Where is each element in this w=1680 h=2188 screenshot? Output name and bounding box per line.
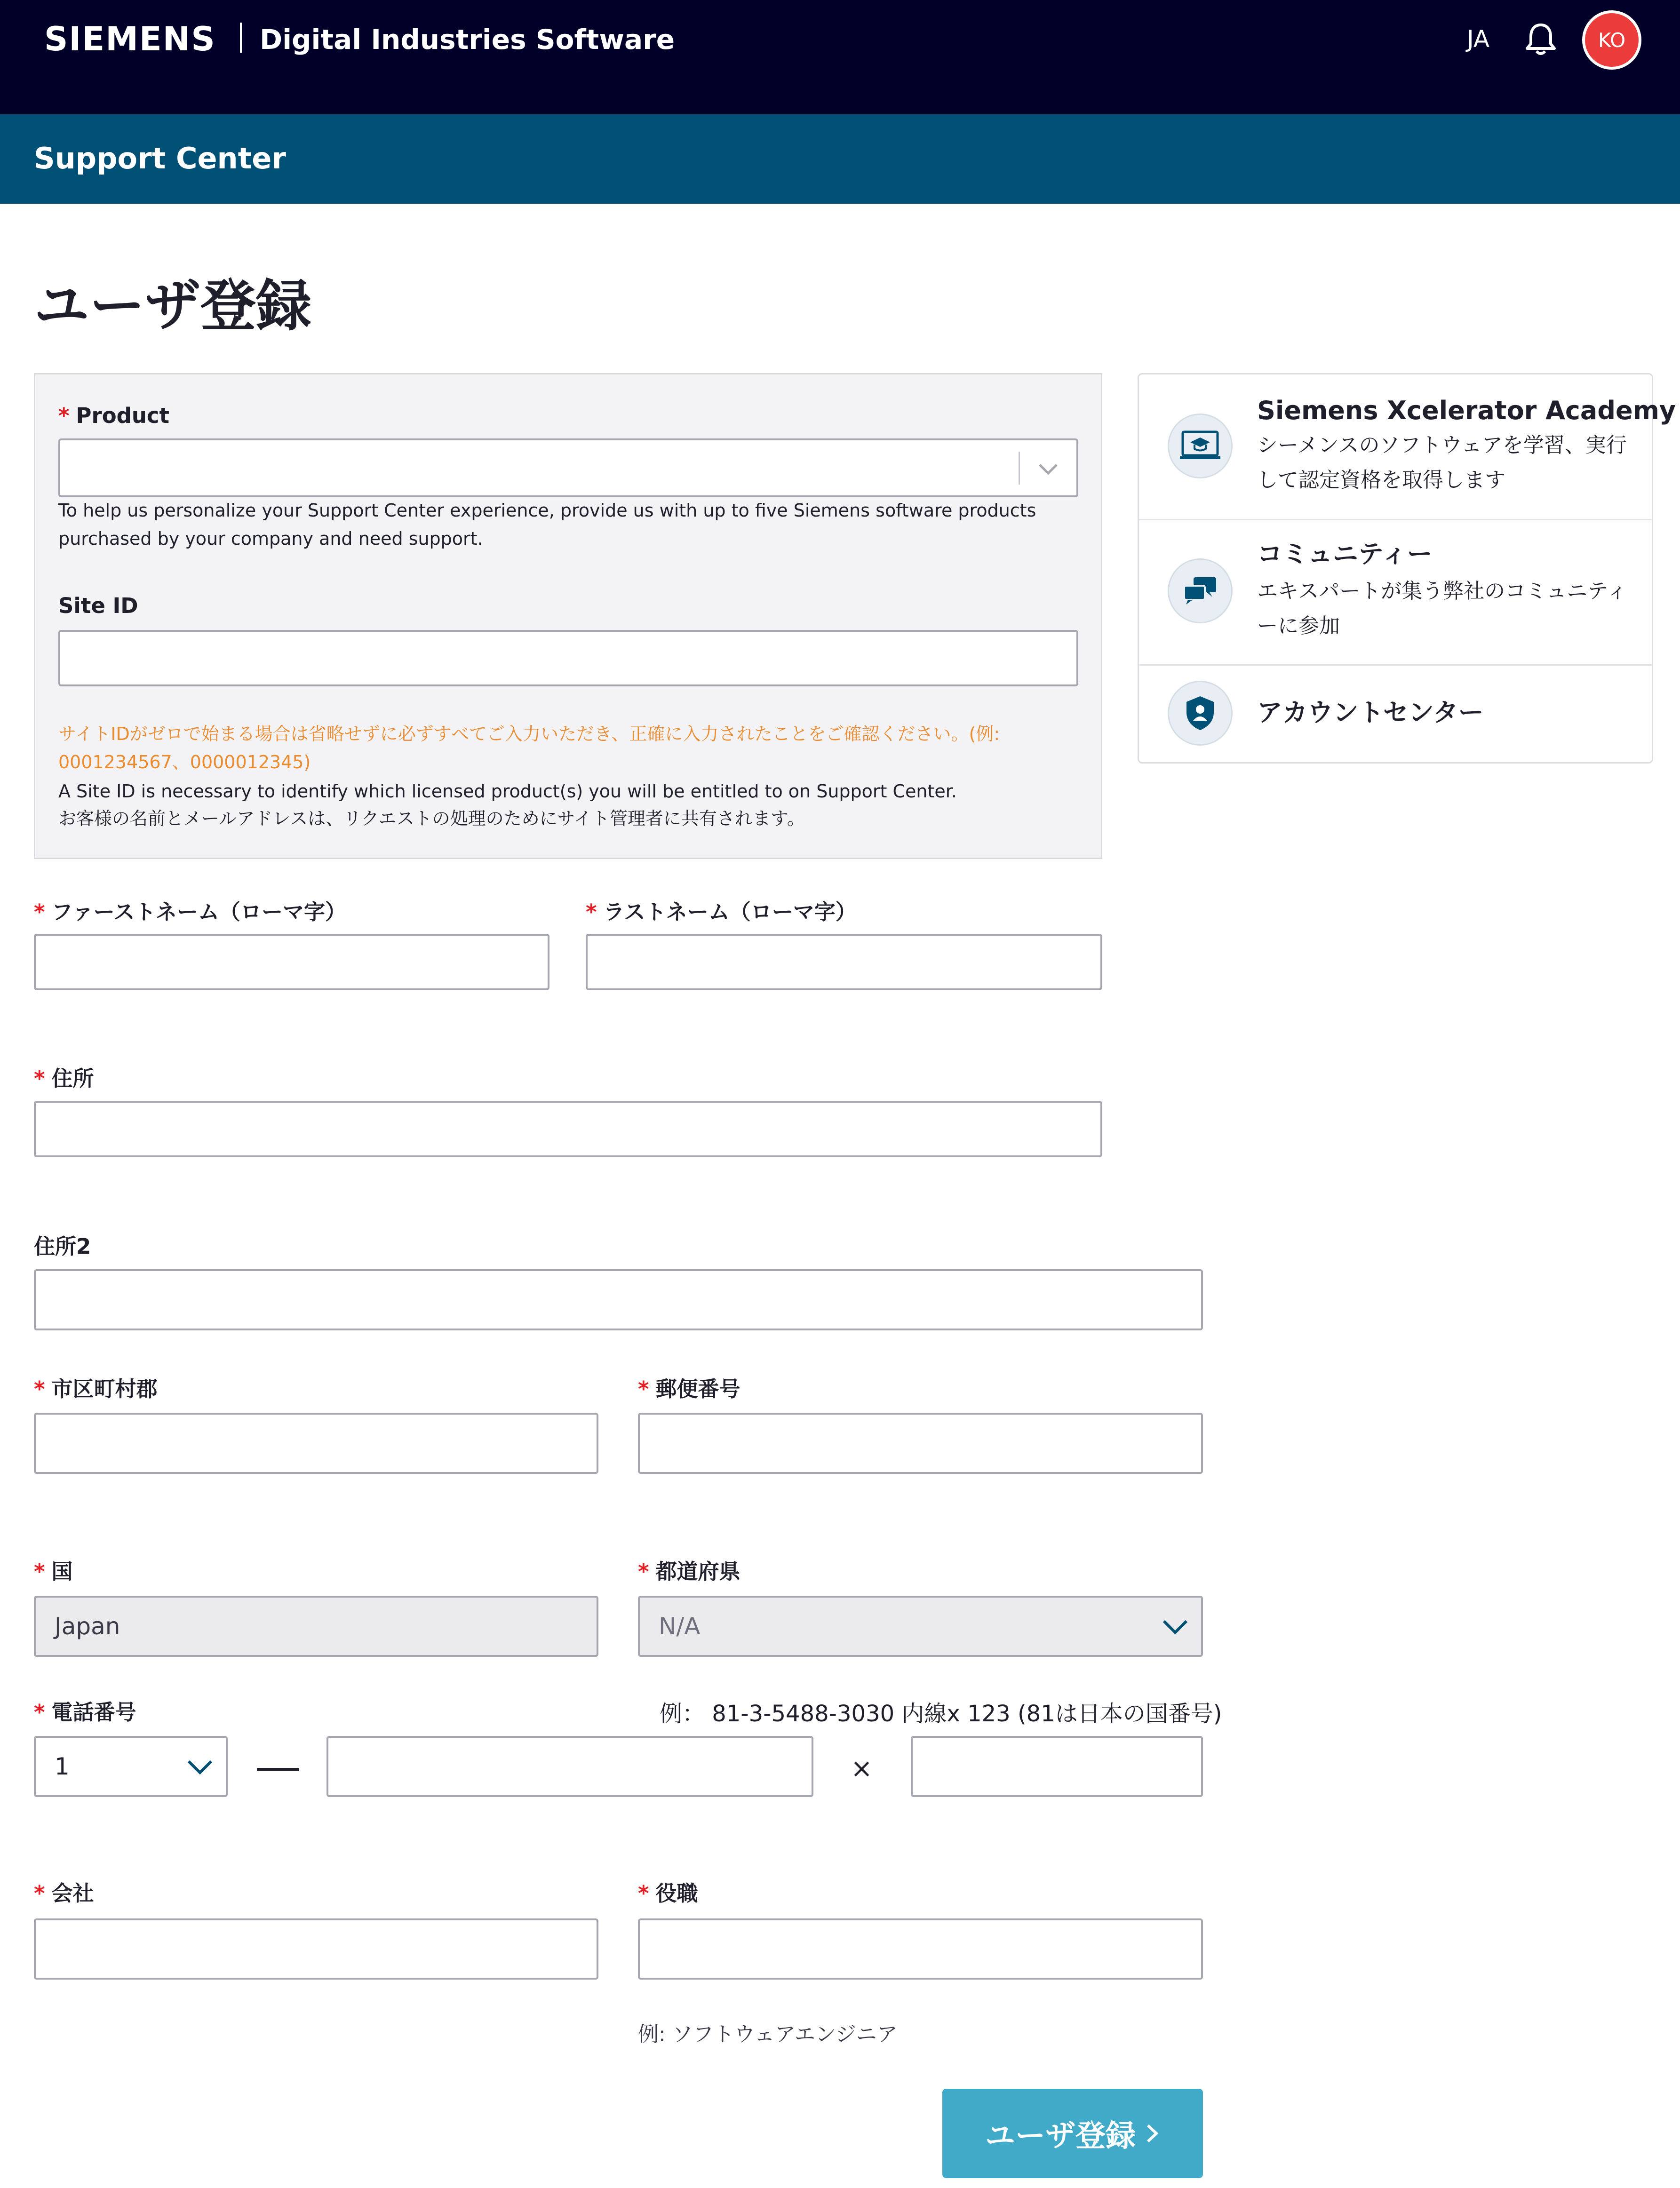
country-label-text: 国 — [51, 1559, 73, 1584]
phone-country-code-select[interactable]: 1 — [34, 1736, 228, 1797]
job-title-label-text: 役職 — [655, 1881, 698, 1906]
site-id-label: Site ID — [58, 593, 138, 618]
last-name-label-text: ラストネーム（ローマ字） — [603, 899, 857, 924]
postal-code-label — [638, 1375, 740, 1403]
first-name-label-text: ファーストネーム（ローマ字） — [51, 899, 346, 924]
required-marker: * — [58, 403, 70, 428]
academy-link[interactable]: Siemens Xcelerator Academy — [1257, 396, 1676, 425]
postal-code-input[interactable] — [638, 1413, 1203, 1474]
product-label — [58, 402, 169, 430]
required-marker: * — [638, 1376, 649, 1401]
notifications-bell-icon[interactable] — [1524, 21, 1557, 56]
prefecture-label-text: 都道府県 — [655, 1559, 740, 1584]
community-icon — [1168, 558, 1233, 623]
phone-label — [34, 1698, 136, 1727]
prefecture-select[interactable]: N/A — [638, 1596, 1203, 1657]
site-id-input[interactable] — [58, 630, 1078, 686]
required-marker: * — [638, 1559, 649, 1584]
last-name-label — [586, 898, 857, 926]
phone-extension-input[interactable] — [911, 1736, 1203, 1797]
chevron-down-icon[interactable] — [185, 1758, 215, 1776]
required-marker: * — [34, 1881, 45, 1906]
country-label — [34, 1558, 73, 1586]
required-marker: * — [638, 1881, 649, 1906]
site-id-help-en: A Site ID is necessary to identify which licensed product(s) you will be entitled to on Support Center. — [58, 781, 957, 802]
address-label-text: 住所 — [51, 1066, 94, 1091]
page-title: ユーザ登録 — [34, 273, 312, 338]
required-marker: * — [34, 1066, 45, 1091]
language-selector[interactable]: JA — [1467, 25, 1490, 53]
postal-code-label-text: 郵便番号 — [655, 1376, 740, 1401]
register-submit-label: ユーザ登録 — [985, 2119, 1136, 2154]
required-marker: * — [34, 1700, 45, 1725]
support-center-title[interactable]: Support Center — [34, 141, 286, 175]
product-label-text: Product — [76, 403, 170, 428]
job-title-input[interactable] — [638, 1918, 1203, 1980]
academy-description: シーメンスのソフトウェアを学習、実行して認定資格を取得します — [1257, 433, 1627, 492]
country-field: Japan — [34, 1596, 598, 1657]
product-select[interactable] — [58, 438, 1078, 497]
chevron-down-icon[interactable] — [1035, 455, 1061, 482]
required-marker: * — [34, 1376, 45, 1401]
product-help-text: To help us personalize your Support Center experience, provide us with up to five Siemens software products purchased by your company and need support. — [58, 500, 1036, 549]
required-marker: * — [34, 1559, 45, 1584]
phone-number-input[interactable] — [326, 1736, 813, 1797]
card-divider — [1139, 519, 1652, 520]
chevron-down-icon[interactable] — [1160, 1617, 1190, 1636]
prefecture-label — [638, 1558, 740, 1586]
phone-example: 例： 81-3-5488-3030 内線x 123 (81は日本の国番号) — [660, 1701, 1222, 1727]
community-link[interactable]: コミュニティー — [1257, 539, 1433, 569]
community-description: エキスパートが集う弊社のコミュニティーに参加 — [1257, 579, 1627, 638]
company-input[interactable] — [34, 1918, 598, 1980]
phone-label-text: 電話番号 — [51, 1700, 136, 1725]
card-divider — [1139, 664, 1652, 666]
top-header-bar — [0, 0, 1680, 114]
siemens-logo[interactable]: SIEMENS — [44, 20, 216, 58]
brand-product-name[interactable]: Digital Industries Software — [260, 24, 675, 56]
extension-separator: × — [851, 1753, 873, 1784]
address-label — [34, 1065, 94, 1093]
address2-input[interactable] — [34, 1269, 1203, 1330]
required-marker: * — [586, 899, 597, 924]
select-divider — [1019, 452, 1020, 485]
chevron-right-icon — [1144, 2122, 1160, 2145]
user-avatar[interactable]: KO — [1582, 10, 1641, 70]
account-shield-icon — [1168, 681, 1233, 746]
company-label — [34, 1879, 94, 1908]
first-name-label — [34, 898, 346, 926]
first-name-input[interactable] — [34, 934, 549, 990]
phone-dash-separator — [257, 1768, 299, 1771]
last-name-input[interactable] — [586, 934, 1102, 990]
job-title-example: 例: ソフトウェアエンジニア — [638, 2022, 898, 2046]
site-id-warning: サイトIDがゼロで始まる場合は省略せずに必ずすべてご入力いただき、正確に入力されたことをご確認ください。(例: 0001234567、0000012345) — [58, 724, 1000, 772]
academy-icon — [1168, 414, 1233, 478]
address2-label: 住所2 — [34, 1234, 91, 1259]
account-center-link[interactable]: アカウントセンター — [1257, 698, 1484, 727]
city-input[interactable] — [34, 1413, 598, 1474]
company-label-text: 会社 — [51, 1881, 94, 1906]
city-label — [34, 1375, 158, 1403]
address-input[interactable] — [34, 1101, 1102, 1157]
job-title-label — [638, 1879, 698, 1908]
site-id-help-ja: お客様の名前とメールアドレスは、リクエストの処理のためにサイト管理者に共有されます。 — [58, 808, 805, 829]
city-label-text: 市区町村郡 — [51, 1376, 158, 1401]
required-marker: * — [34, 899, 45, 924]
brand-separator — [240, 23, 242, 53]
register-submit-button[interactable] — [942, 2089, 1203, 2178]
